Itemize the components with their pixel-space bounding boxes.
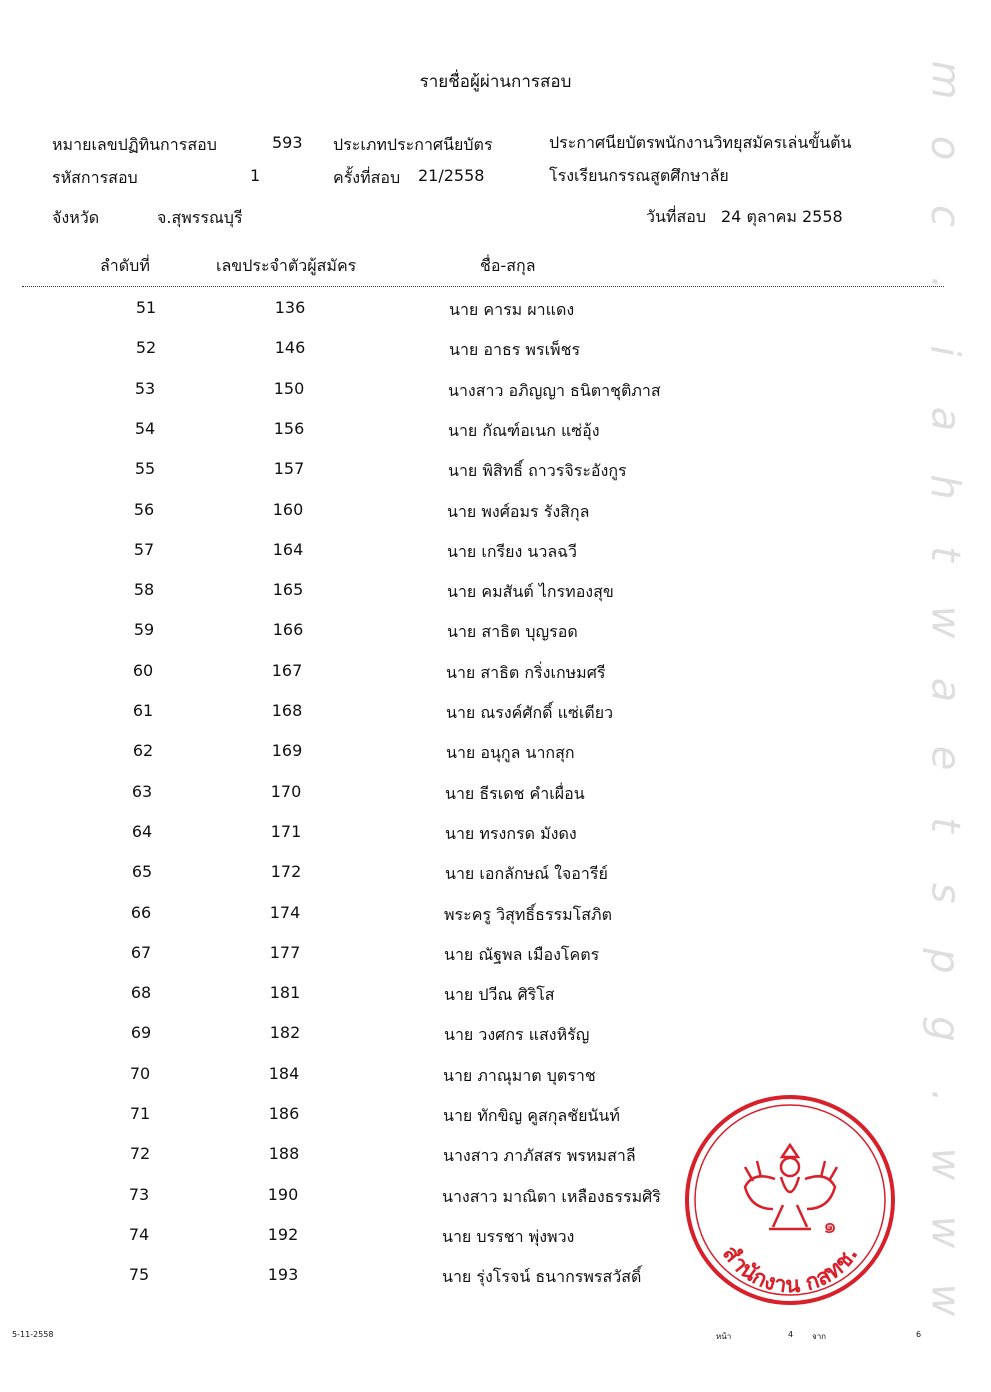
watermark-char: t bbox=[922, 546, 968, 563]
row-applicant-id: 165 bbox=[272, 580, 304, 600]
row-applicant-id: 172 bbox=[270, 862, 302, 882]
watermark-char: a bbox=[921, 677, 968, 703]
watermark-char: g bbox=[921, 1016, 968, 1042]
table-row bbox=[0, 379, 991, 419]
row-order: 72 bbox=[129, 1144, 151, 1164]
watermark-char: c bbox=[922, 204, 968, 227]
exam-date-label: วันที่สอบ bbox=[646, 207, 706, 226]
row-order: 59 bbox=[133, 620, 155, 640]
row-name: นาย สาธิต บุญรอด bbox=[447, 622, 578, 642]
row-name: นาย ธีรเดช คำเผื่อน bbox=[445, 783, 585, 803]
row-applicant-id: 156 bbox=[273, 418, 305, 438]
row-order: 66 bbox=[130, 902, 152, 922]
table-row bbox=[0, 419, 991, 459]
exam-code-value: 1 bbox=[250, 166, 261, 185]
column-header-applicant-id: เลขประจำตัวผู้สมัคร bbox=[216, 256, 357, 275]
page-label: หน้า bbox=[716, 1332, 732, 1341]
total-pages: 6 bbox=[916, 1330, 922, 1339]
row-applicant-id: 181 bbox=[269, 983, 301, 1003]
row-applicant-id: 167 bbox=[271, 660, 303, 680]
table-row bbox=[0, 983, 991, 1023]
table-row bbox=[0, 459, 991, 499]
row-applicant-id: 193 bbox=[267, 1265, 299, 1285]
page-title: รายชื่อผู้ผ่านการสอบ bbox=[419, 72, 572, 92]
row-applicant-id: 146 bbox=[274, 338, 306, 358]
watermark-char: w bbox=[922, 1215, 968, 1249]
watermark-char: m bbox=[922, 60, 968, 100]
row-name: นาย ทรงกรด มังดง bbox=[445, 823, 577, 843]
row-name: นาย ณัฐพล เมืองโคตร bbox=[444, 944, 600, 964]
row-name: นาย คารม ผาแดง bbox=[449, 300, 575, 319]
row-applicant-id: 150 bbox=[273, 378, 305, 398]
column-header-order: ลำดับที่ bbox=[100, 256, 150, 275]
row-name: นาย พงศ์อมร รังสิกุล bbox=[447, 501, 590, 521]
row-order: 73 bbox=[128, 1184, 150, 1204]
row-name: นางสาว มาณิตา เหลืองธรรมศิริ bbox=[442, 1186, 661, 1206]
row-applicant-id: 188 bbox=[268, 1144, 300, 1164]
province-label: จังหวัด bbox=[52, 208, 100, 227]
row-order: 53 bbox=[134, 378, 156, 398]
page-number: 4 bbox=[788, 1330, 794, 1339]
row-applicant-id: 186 bbox=[268, 1104, 300, 1123]
watermark-char: . bbox=[922, 1090, 968, 1103]
row-name: นาย เกรียง นวลฉวี bbox=[447, 541, 578, 561]
watermark-char: s bbox=[922, 882, 968, 904]
print-date: 5-11-2558 bbox=[12, 1330, 54, 1339]
row-name: นาย สาธิต กริ่งเกษมศรี bbox=[446, 662, 606, 682]
table-row bbox=[0, 338, 991, 378]
row-applicant-id: 174 bbox=[269, 902, 301, 922]
table-row bbox=[0, 862, 991, 902]
cert-type-label: ประเภทประกาศนียบัตร bbox=[333, 135, 493, 154]
row-order: 57 bbox=[133, 539, 155, 559]
row-order: 69 bbox=[130, 1023, 152, 1043]
stamp-text: สำนักงาน กสทช. bbox=[717, 1241, 864, 1299]
row-name: นาย อนุกูล นากสุก bbox=[446, 743, 575, 763]
row-applicant-id: 160 bbox=[272, 499, 304, 519]
row-name: นาย กัณฑ์อเนก แซ่อุ้ง bbox=[448, 420, 600, 440]
row-name: นาย วงศกร แสงหิรัญ bbox=[444, 1025, 590, 1045]
watermark-char: h bbox=[921, 473, 968, 500]
column-header-name: ชื่อ-สกุล bbox=[480, 256, 536, 275]
table-row bbox=[0, 782, 991, 822]
table-row bbox=[0, 701, 991, 741]
row-name: นาย คมสันต์ ไกรทองสุข bbox=[447, 582, 614, 602]
header-divider bbox=[22, 286, 944, 287]
cert-type-value: ประกาศนียบัตรพนักงานวิทยุสมัครเล่นขั้นต้น bbox=[549, 133, 852, 152]
row-order: 55 bbox=[134, 459, 156, 479]
row-applicant-id: 171 bbox=[270, 821, 302, 841]
row-order: 75 bbox=[128, 1265, 150, 1285]
permit-label: หมายเลขปฏิทินการสอบ bbox=[52, 135, 217, 154]
table-row bbox=[0, 500, 991, 540]
row-order: 60 bbox=[132, 660, 154, 680]
row-name: นาย ปวีณ ศิริโส bbox=[444, 985, 555, 1005]
watermark-char: o bbox=[921, 135, 968, 161]
watermark-char: p bbox=[921, 948, 968, 974]
province-value: จ.สุพรรณบุรี bbox=[157, 208, 243, 227]
row-order: 65 bbox=[131, 862, 153, 882]
svg-text:๑: ๑ bbox=[823, 1214, 837, 1239]
row-order: 51 bbox=[135, 298, 157, 317]
table-row bbox=[0, 661, 991, 701]
table-row bbox=[0, 580, 991, 620]
office-seal-stamp bbox=[683, 1093, 898, 1308]
row-order: 58 bbox=[133, 580, 155, 600]
table-row bbox=[0, 1023, 991, 1063]
row-name: พระครู วิสุทธิ์ธรรมโสภิต bbox=[444, 904, 612, 924]
permit-value: 593 bbox=[272, 133, 303, 152]
row-name: นาย บรรชา พุ่งพวง bbox=[442, 1226, 575, 1246]
table-row bbox=[0, 298, 991, 338]
row-order: 62 bbox=[132, 741, 154, 761]
table-row bbox=[0, 741, 991, 781]
watermark-char: w bbox=[922, 1147, 968, 1181]
exam-round-label: ครั้งที่สอบ bbox=[333, 168, 401, 187]
row-name: นาย ณรงค์ศักดิ์ แซ่เตียว bbox=[446, 703, 614, 722]
row-name: นางสาว อภิญญา ธนิตาชุติภาส bbox=[448, 380, 661, 400]
row-applicant-id: 177 bbox=[269, 942, 301, 962]
table-row bbox=[0, 822, 991, 862]
row-name: นาย ภาณุมาต บุตราช bbox=[443, 1065, 596, 1085]
row-order: 67 bbox=[130, 942, 152, 962]
row-applicant-id: 136 bbox=[274, 298, 306, 317]
row-name: นางสาว ภาภัสสร พรหมสาลี bbox=[443, 1146, 636, 1166]
row-applicant-id: 192 bbox=[267, 1224, 299, 1244]
exam-round-value: 21/2558 bbox=[418, 166, 485, 185]
row-applicant-id: 157 bbox=[273, 459, 305, 479]
of-label: จาก bbox=[812, 1332, 827, 1341]
watermark-char: a bbox=[921, 406, 968, 432]
row-name: นาย พิสิทธิ์ ถาวรจิระอังกูร bbox=[448, 461, 627, 481]
row-applicant-id: 169 bbox=[271, 741, 303, 761]
watermark-char: t bbox=[922, 817, 968, 834]
row-order: 56 bbox=[133, 499, 155, 519]
table-row bbox=[0, 903, 991, 943]
exam-date-value: 24 ตุลาคม 2558 bbox=[721, 207, 843, 226]
row-applicant-id: 190 bbox=[267, 1184, 299, 1204]
row-applicant-id: 168 bbox=[271, 701, 303, 720]
row-applicant-id: 170 bbox=[270, 781, 302, 801]
row-order: 64 bbox=[131, 821, 153, 841]
row-applicant-id: 164 bbox=[272, 539, 304, 559]
row-applicant-id: 166 bbox=[272, 620, 304, 640]
watermark-char: . bbox=[922, 276, 968, 290]
watermark-char: i bbox=[922, 345, 968, 357]
table-row bbox=[0, 943, 991, 983]
row-applicant-id: 182 bbox=[269, 1023, 301, 1043]
row-order: 68 bbox=[130, 983, 152, 1003]
row-name: นาย ทักขิญ คูสกุลชัยนันท์ bbox=[443, 1106, 620, 1125]
watermark-char: w bbox=[922, 1283, 968, 1317]
row-order: 71 bbox=[129, 1104, 151, 1123]
table-row bbox=[0, 620, 991, 660]
exam-code-label: รหัสการสอบ bbox=[52, 168, 138, 187]
row-applicant-id: 184 bbox=[268, 1063, 300, 1083]
watermark-char: e bbox=[921, 745, 968, 770]
row-order: 61 bbox=[132, 701, 154, 720]
row-order: 74 bbox=[128, 1224, 150, 1244]
row-order: 54 bbox=[134, 418, 156, 438]
row-name: นาย เอกลักษณ์ ใจอารีย์ bbox=[445, 864, 608, 884]
row-order: 70 bbox=[129, 1063, 151, 1083]
table-row bbox=[0, 540, 991, 580]
row-order: 63 bbox=[131, 781, 153, 801]
row-name: นาย อาธร พรเพ็ชร bbox=[449, 340, 581, 360]
venue: โรงเรียนกรรณสูตศึกษาลัย bbox=[549, 166, 729, 185]
row-order: 52 bbox=[135, 338, 157, 358]
row-name: นาย รุ่งโรจน์ ธนากรพรสวัสดิ์ bbox=[442, 1267, 642, 1287]
watermark-char: w bbox=[922, 605, 968, 639]
